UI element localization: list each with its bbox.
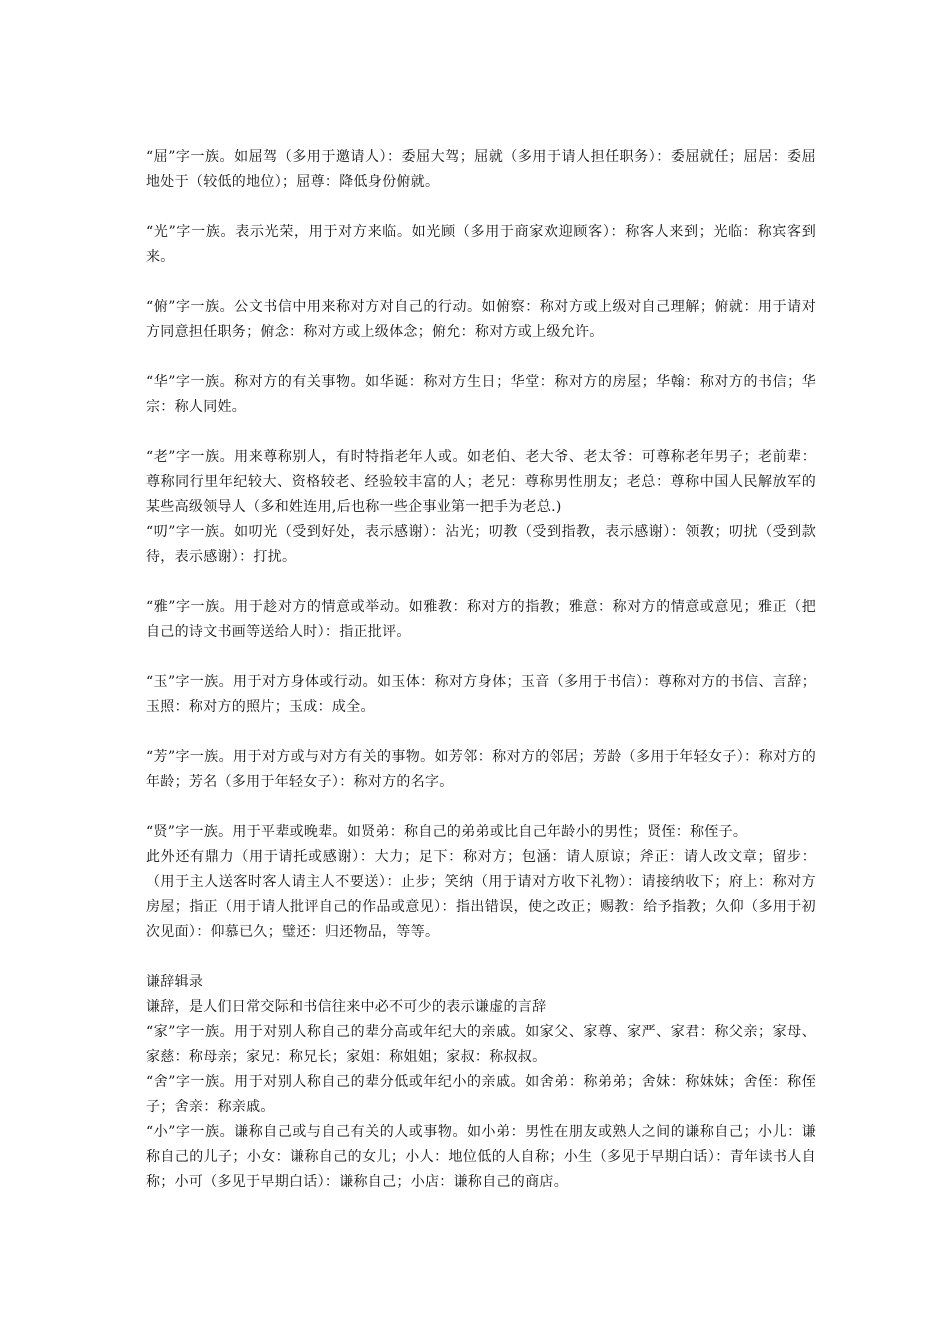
paragraph-dao: “叨”字一族。如叨光（受到好处，表示感谢）：沾光；叨教（受到指教，表示感谢）：领教；叨扰（受到款待，表示感谢）：打扰。 <box>146 524 816 565</box>
paragraph-she: “舍”字一族。用于对别人称自己的辈分低或年纪小的亲戚。如舍弟：称弟弟；舍妹：称妹妹；舍侄：称侄子；舍亲：称亲戚。 <box>146 1074 816 1115</box>
paragraph-lao: “老”字一族。用来尊称别人，有时特指老年人或。如老伯、老大爷、老太爷：可尊称老年男子；老前辈：尊称同行里年纪较大、资格较老、经验较丰富的人；老兄：尊称男性朋友；老总：尊称中国人民解放军的某些高级领导人（多和姓连用,后也称一些企事业第一把手为老总.) <box>146 449 816 515</box>
paragraph-hua: “华”字一族。称对方的有关事物。如华诞：称对方生日；华堂：称对方的房屋；华翰：称对方的书信；华宗：称人同姓。 <box>146 374 816 415</box>
paragraph-qianci-intro: 谦辞，是人们日常交际和书信往来中必不可少的表示谦虚的言辞 <box>146 999 547 1015</box>
paragraph-fang: “芳”字一族。用于对方或与对方有关的事物。如芳邻：称对方的邻居；芳龄（多用于年轻女子）：称对方的年龄；芳名（多用于年轻女子）：称对方的名字。 <box>146 749 816 790</box>
paragraph-xiao: “小”字一族。谦称自己或与自己有关的人或事物。如小弟：男性在朋友或熟人之间的谦称自己；小儿：谦称自己的儿子；小女：谦称自己的女儿；小人：地位低的人自称；小生（多见于早期白话）：青年读书人自称；小可（多见于早期白话）：谦称自己；小店：谦称自己的商店。 <box>146 1124 816 1190</box>
paragraph-qu: “屈”字一族。如屈驾（多用于邀请人）：委屈大驾；屈就（多用于请人担任职务）：委屈就任；屈居：委屈地处于（较低的地位）；屈尊：降低身份俯就。 <box>146 149 816 190</box>
paragraph-fu: “俯”字一族。公文书信中用来称对方对自己的行动。如俯察：称对方或上级对自己理解；俯就：用于请对方同意担任职务；俯念：称对方或上级体念；俯允：称对方或上级允许。 <box>146 299 816 340</box>
paragraph-misc: 此外还有鼎力（用于请托或感谢）：大力；足下：称对方；包涵：请人原谅；斧正：请人改文章；留步：（用于主人送客时客人请主人不要送）：止步；笑纳（用于请对方收下礼物）：请接纳收下；府上：称对方房屋；指正（用于请人批评自己的作品或意见）：指出错误，使之改正；赐教：给予指教；久仰（多用于初次见面）：仰慕已久；璧还：归还物品，等等。 <box>146 849 816 940</box>
paragraph-xian: “贤”字一族。用于平辈或晚辈。如贤弟：称自己的弟弟或比自己年龄小的男性；贤侄：称侄子。 <box>146 824 748 840</box>
paragraph-jia: “家”字一族。用于对别人称自己的辈分高或年纪大的亲戚。如家父、家尊、家严、家君：称父亲；家母、家慈：称母亲；家兄：称兄长；家姐：称姐姐；家叔：称叔叔。 <box>146 1024 816 1065</box>
section-heading-qianci: 谦辞辑录 <box>146 974 204 990</box>
document-body <box>146 145 816 1195</box>
paragraph-yu: “玉”字一族。用于对方身体或行动。如玉体：称对方身体；玉音（多用于书信）：尊称对方的书信、言辞；玉照：称对方的照片；玉成：成全。 <box>146 674 816 715</box>
paragraph-guang: “光”字一族。表示光荣，用于对方来临。如光顾（多用于商家欢迎顾客）：称客人来到；光临：称宾客到来。 <box>146 224 816 265</box>
paragraph-ya: “雅”字一族。用于趁对方的情意或举动。如雅教：称对方的指教；雅意：称对方的情意或意见；雅正（把自己的诗文书画等送给人时）：指正批评。 <box>146 599 816 640</box>
